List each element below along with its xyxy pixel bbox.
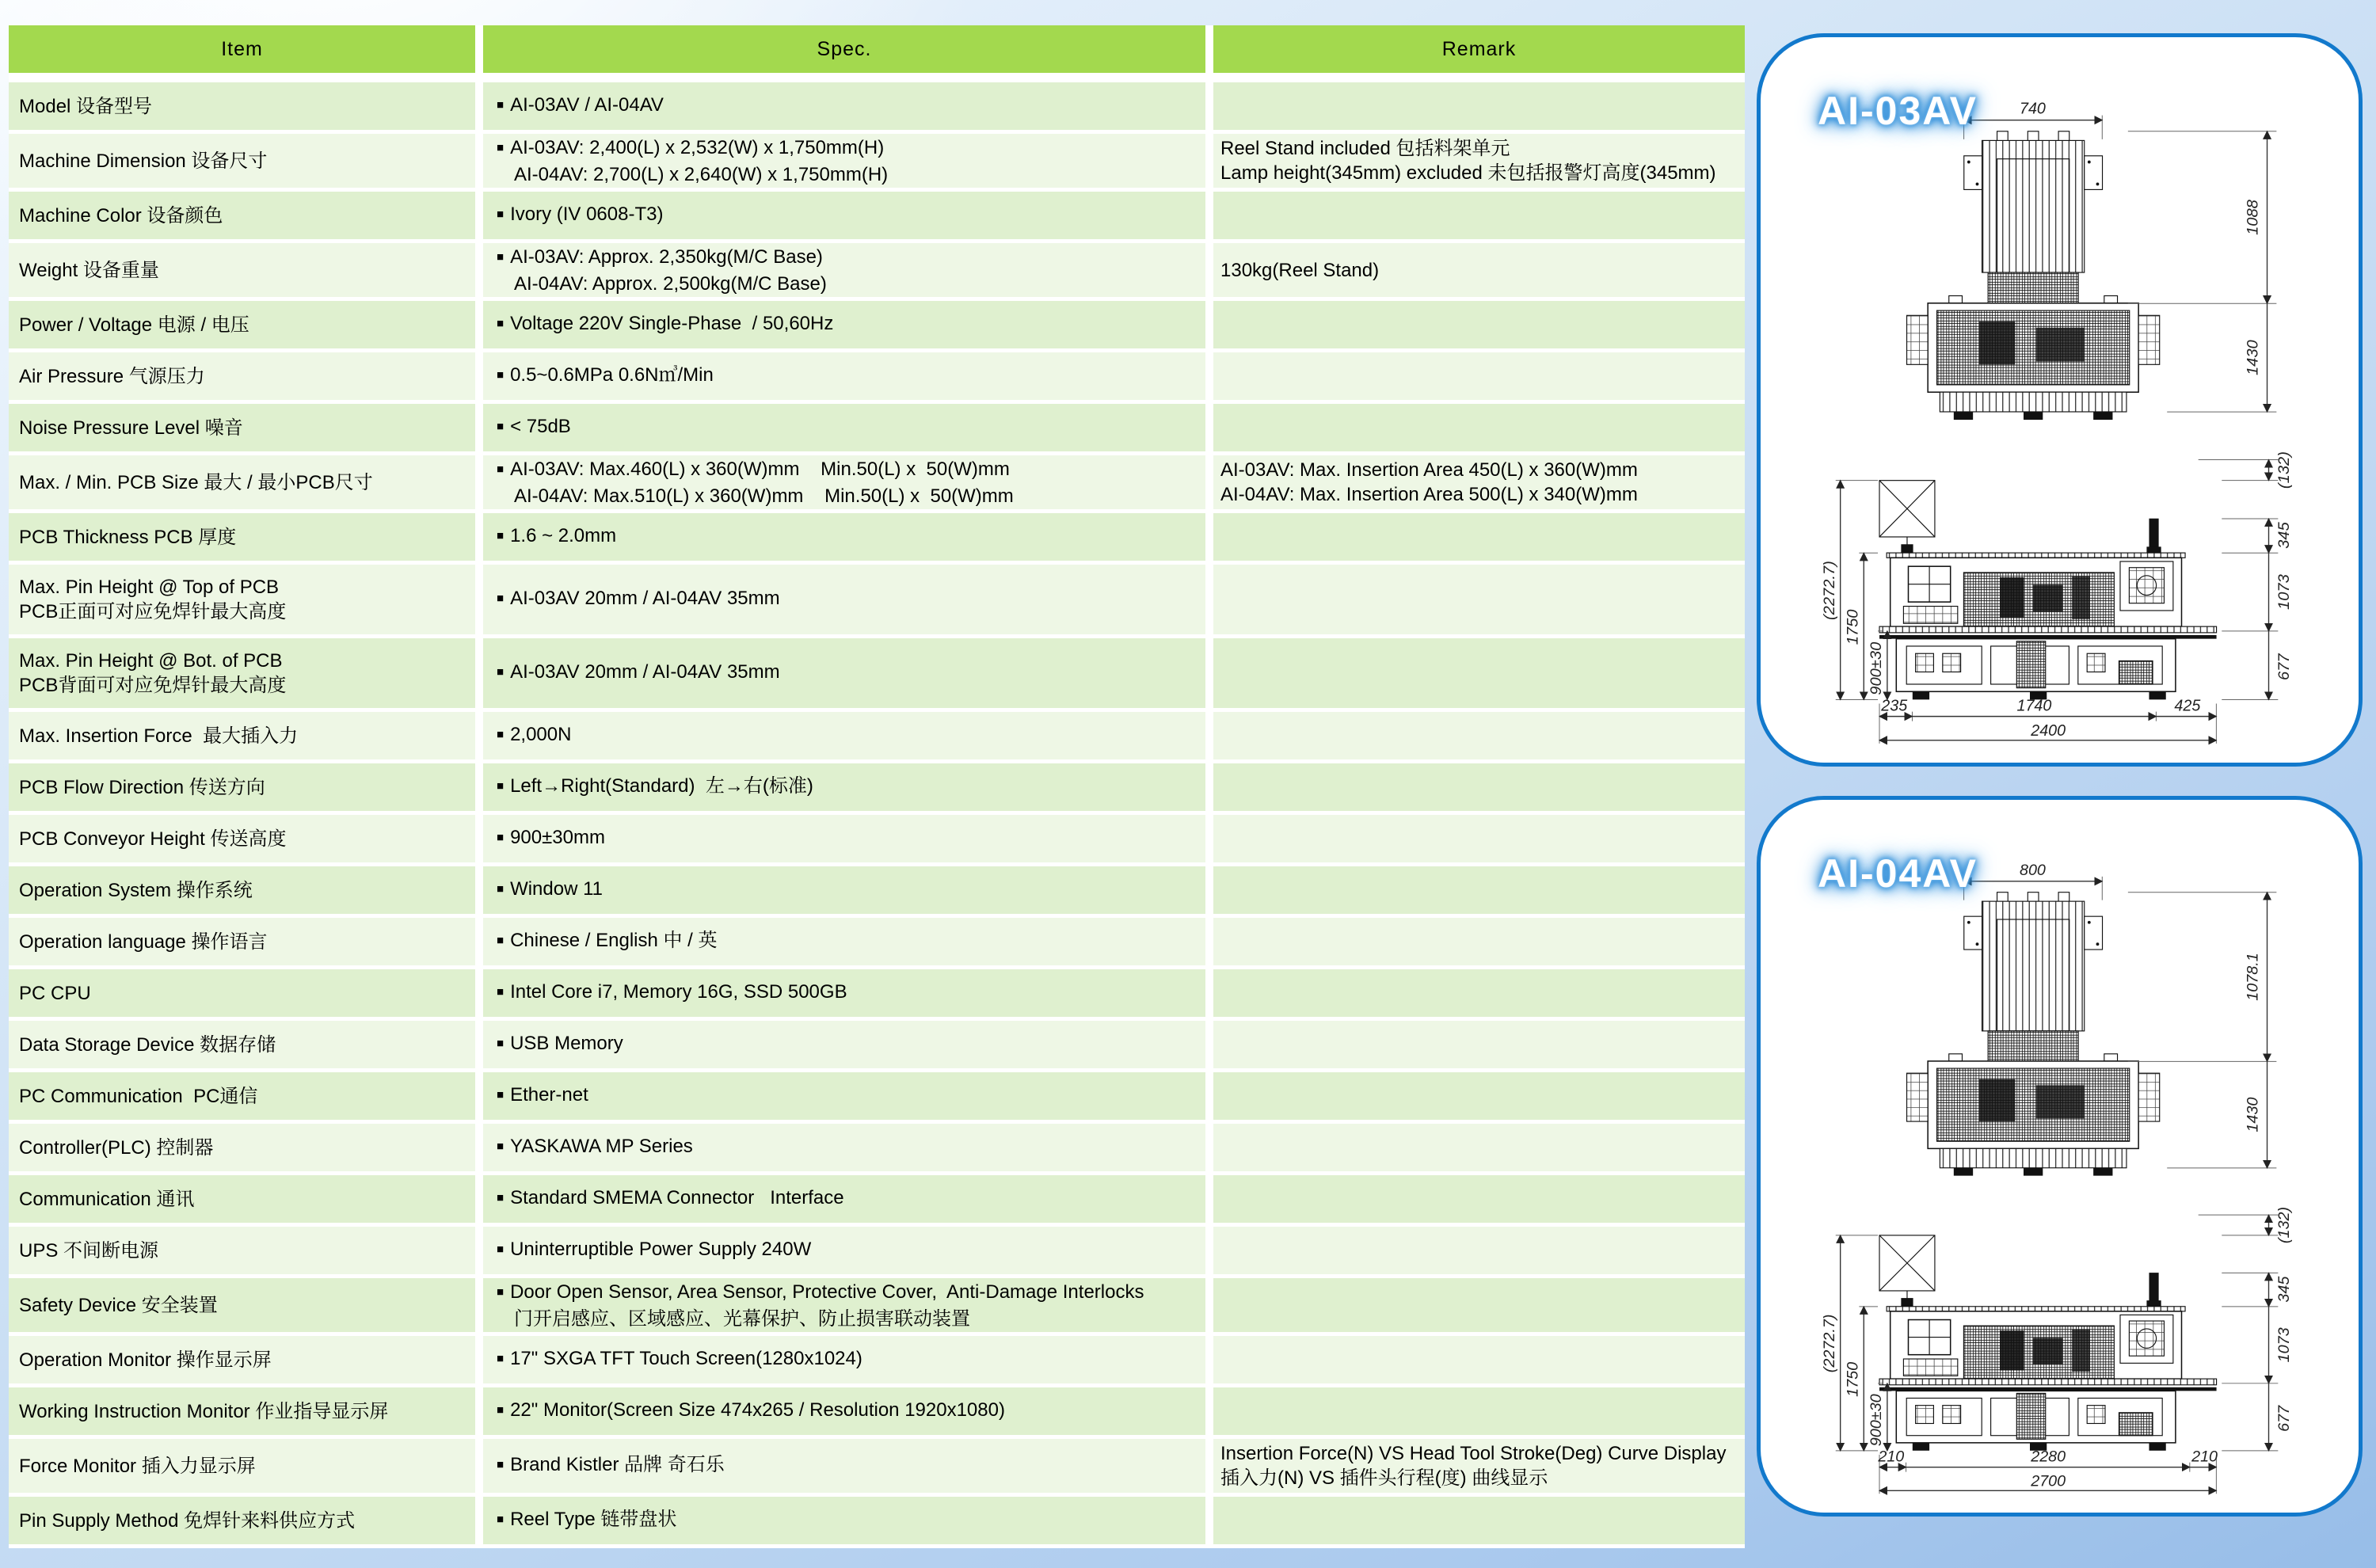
spec-text: Left→Right(Standard) 左→右(标准) — [510, 775, 813, 797]
spec-text: Door Open Sensor, Area Sensor, Protective Cover, Anti-Damage Interlocks — [510, 1281, 1144, 1303]
table-row — [9, 1072, 1745, 1120]
remark-text: 130kg(Reel Stand) — [1220, 259, 1380, 281]
spec-text: 门开启感应、区域感应、光幕保护、防止损害联动装置 — [514, 1307, 970, 1330]
remark-cell — [1213, 352, 1745, 400]
table-row — [9, 513, 1745, 561]
spec-text: AI-03AV 20mm / AI-04AV 35mm — [510, 588, 780, 609]
dimension-label: 210 — [2191, 1448, 2218, 1466]
table-row — [9, 352, 1745, 400]
remark-cell — [1213, 404, 1745, 451]
table-row — [9, 404, 1745, 451]
spec-cell — [483, 134, 1205, 188]
item-cell — [9, 565, 475, 634]
table-row — [9, 455, 1745, 509]
item-text: Air Pressure 气源压力 — [19, 365, 205, 387]
spec-cell — [483, 1175, 1205, 1223]
item-text: Machine Color 设备颜色 — [19, 204, 223, 226]
remark-cell — [1213, 1124, 1745, 1171]
spec-text: 22" Monitor(Screen Size 474x265 / Resolution 1920x1080) — [510, 1399, 1005, 1421]
spec-text: AI-03AV 20mm / AI-04AV 35mm — [510, 661, 780, 683]
spec-text: Brand Kistler 品牌 奇石乐 — [510, 1454, 725, 1475]
table-row — [9, 866, 1745, 914]
remark-cell — [1213, 712, 1745, 759]
spec-text — [497, 722, 1196, 749]
dimension-label: 677 — [2275, 653, 2294, 680]
spec-text: AI-04AV: Approx. 2,500kg(M/C Base) — [514, 272, 827, 295]
table-row — [9, 1227, 1745, 1274]
remark-cell — [1213, 1387, 1745, 1435]
dimension-label: 1740 — [2016, 697, 2052, 715]
item-text: Communication 通讯 — [19, 1188, 195, 1210]
spec-text — [497, 523, 1196, 550]
bullet-icon: ■ — [497, 1243, 505, 1256]
item-cell — [9, 1072, 475, 1120]
item-cell — [9, 243, 475, 297]
dimension-label: 800 — [2019, 861, 2046, 879]
dimension-label: 2280 — [2031, 1448, 2066, 1466]
spec-cell — [483, 1124, 1205, 1171]
item-text: PCB Flow Direction 传送方向 — [19, 776, 265, 798]
spec-text: Window 11 — [510, 878, 604, 900]
spec-cell — [483, 243, 1205, 297]
dimension-label: 1088 — [2244, 200, 2262, 235]
bullet-icon: ■ — [497, 985, 505, 999]
item-cell — [9, 513, 475, 561]
remark-cell — [1213, 1439, 1745, 1493]
header-spec: Spec. — [483, 25, 1205, 73]
spec-text — [497, 980, 1196, 1007]
bullet-icon: ■ — [497, 1403, 505, 1417]
remark-text: Insertion Force(N) VS Head Tool Stroke(Deg) Curve Display — [1220, 1443, 1727, 1464]
spec-text — [497, 1134, 1196, 1161]
item-text: Max. Pin Height @ Bot. of PCB — [19, 650, 283, 672]
item-text: Force Monitor 插入力显示屏 — [19, 1455, 256, 1477]
bullet-icon: ■ — [497, 1352, 505, 1365]
item-cell — [9, 866, 475, 914]
item-text: PC CPU — [19, 982, 91, 1004]
item-text: Controller(PLC) 控制器 — [19, 1136, 214, 1159]
table-row — [9, 638, 1745, 708]
item-cell — [9, 1175, 475, 1223]
dimension-label: 235 — [1881, 697, 1908, 715]
remark-text: AI-03AV: Max. Insertion Area 450(L) x 360(W)mm — [1220, 459, 1638, 481]
spec-cell — [483, 1278, 1205, 1332]
dimension-label: 345 — [2275, 1276, 2294, 1303]
item-cell — [9, 352, 475, 400]
spec-cell — [483, 638, 1205, 708]
bullet-icon: ■ — [497, 207, 505, 221]
item-text: PCB Conveyor Height 传送高度 — [19, 828, 287, 850]
item-text: Operation System 操作系统 — [19, 879, 253, 901]
spec-text: 900±30mm — [510, 827, 605, 848]
model-label-ai-04av: AI-04AV — [1818, 851, 1978, 896]
table-row — [9, 763, 1745, 811]
spec-text: Ether-net — [510, 1084, 588, 1106]
spec-text — [497, 414, 1196, 441]
item-cell — [9, 1227, 475, 1274]
dimension-label: 345 — [2275, 522, 2294, 549]
item-cell — [9, 134, 475, 188]
spec-text: AI-03AV / AI-04AV — [510, 94, 664, 116]
dimension-label: 1750 — [1844, 609, 1862, 645]
item-text: Max. / Min. PCB Size 最大 / 最小PCB尺寸 — [19, 471, 373, 493]
remark-text: AI-04AV: Max. Insertion Area 500(L) x 340(W)mm — [1220, 484, 1638, 505]
item-cell — [9, 82, 475, 130]
header-item: Item — [9, 25, 475, 73]
item-cell — [9, 1439, 475, 1493]
dimension-label: 2400 — [2031, 721, 2066, 740]
item-cell — [9, 455, 475, 509]
spec-cell — [483, 763, 1205, 811]
remark-cell — [1213, 1021, 1745, 1068]
dimension-label: 1750 — [1844, 1361, 1862, 1397]
bullet-icon: ■ — [497, 1037, 505, 1050]
item-text: UPS 不间断电源 — [19, 1239, 159, 1262]
bullet-icon: ■ — [497, 882, 505, 896]
table-row — [9, 1124, 1745, 1171]
spec-text — [497, 877, 1196, 904]
item-cell — [9, 712, 475, 759]
dimension-label: (2272.7) — [1820, 1314, 1838, 1373]
item-cell — [9, 815, 475, 862]
ai-04av-technical-drawing — [1761, 800, 2359, 1513]
table-row — [9, 969, 1745, 1017]
table-row — [9, 134, 1745, 188]
remark-cell — [1213, 192, 1745, 239]
spec-cell — [483, 1387, 1205, 1435]
bullet-icon: ■ — [497, 368, 505, 382]
bullet-icon: ■ — [497, 462, 505, 476]
item-text: Machine Dimension 设备尺寸 — [19, 150, 268, 172]
spec-text — [497, 1031, 1196, 1058]
dimension-label: (132) — [2275, 451, 2294, 489]
spec-cell — [483, 1497, 1205, 1544]
dimension-label: 2700 — [2031, 1472, 2066, 1490]
item-cell — [9, 1021, 475, 1068]
spec-cell — [483, 1021, 1205, 1068]
dimension-label: (132) — [2275, 1206, 2294, 1244]
spec-text: Voltage 220V Single-Phase / 50,60Hz — [510, 313, 834, 334]
item-text: PCB Thickness PCB 厚度 — [19, 526, 237, 548]
spec-cell — [483, 1227, 1205, 1274]
table-row — [9, 712, 1745, 759]
item-text: Pin Supply Method 免焊针来料供应方式 — [19, 1509, 356, 1532]
bullet-icon: ■ — [497, 1458, 505, 1471]
spec-text — [497, 1452, 1196, 1479]
table-body — [9, 82, 1745, 1544]
item-text: PC Communication PC通信 — [19, 1085, 258, 1107]
spec-text — [497, 457, 1196, 484]
header-remark: Remark — [1213, 25, 1745, 73]
remark-cell — [1213, 638, 1745, 708]
table-row — [9, 565, 1745, 634]
item-text: Model 设备型号 — [19, 95, 153, 117]
bullet-icon: ■ — [497, 420, 505, 433]
bullet-icon: ■ — [497, 779, 505, 793]
remark-cell — [1213, 763, 1745, 811]
spec-text — [497, 1186, 1196, 1212]
item-text: Operation language 操作语言 — [19, 931, 268, 953]
spec-cell — [483, 969, 1205, 1017]
table-row — [9, 815, 1745, 862]
spec-cell — [483, 1439, 1205, 1493]
drawing-panel-ai-03av — [1757, 33, 2363, 767]
table-row — [9, 1439, 1745, 1493]
table-row — [9, 1021, 1745, 1068]
spec-text — [497, 311, 1196, 338]
item-text: Weight 设备重量 — [19, 259, 159, 281]
spec-text — [497, 1083, 1196, 1109]
bullet-icon: ■ — [497, 529, 505, 542]
dimension-label: 1073 — [2275, 1327, 2294, 1363]
table-row — [9, 1336, 1745, 1383]
spec-text: AI-04AV: 2,700(L) x 2,640(W) x 1,750mm(H) — [514, 163, 889, 185]
bullet-icon: ■ — [497, 1284, 505, 1299]
item-text: PCB正面可对应免焊针最大高度 — [19, 601, 287, 622]
spec-cell — [483, 82, 1205, 130]
spec-text — [497, 825, 1196, 852]
table-row — [9, 243, 1745, 297]
spec-text: Uninterruptible Power Supply 240W — [510, 1239, 812, 1260]
remark-cell — [1213, 455, 1745, 509]
dimension-label: 677 — [2275, 1405, 2294, 1432]
spec-cell — [483, 918, 1205, 965]
bullet-icon: ■ — [497, 728, 505, 741]
item-text: Max. Insertion Force 最大插入力 — [19, 725, 299, 747]
spec-text: AI-04AV: Max.510(L) x 360(W)mm Min.50(L) x 50(W)mm — [514, 485, 1014, 507]
bullet-icon: ■ — [497, 1088, 505, 1102]
item-cell — [9, 1124, 475, 1171]
table-row — [9, 301, 1745, 348]
spec-text: 0.5~0.6MPa 0.6N㎥/Min — [510, 364, 714, 386]
item-cell — [9, 763, 475, 811]
spec-cell — [483, 513, 1205, 561]
table-row — [9, 1497, 1745, 1544]
bullet-icon: ■ — [497, 1191, 505, 1205]
spec-cell — [483, 352, 1205, 400]
bullet-icon: ■ — [497, 831, 505, 844]
spec-cell — [483, 404, 1205, 451]
spec-cell — [483, 565, 1205, 634]
drawing-panel-ai-04av — [1757, 796, 2363, 1517]
spec-text — [497, 93, 1196, 120]
item-cell — [9, 301, 475, 348]
dimension-label: 1430 — [2244, 1097, 2262, 1132]
bullet-icon: ■ — [497, 249, 505, 264]
spec-text: 17" SXGA TFT Touch Screen(1280x1024) — [510, 1348, 862, 1369]
remark-cell — [1213, 866, 1745, 914]
spec-cell — [483, 455, 1205, 509]
item-cell — [9, 192, 475, 239]
item-cell — [9, 1497, 475, 1544]
spec-cell — [483, 815, 1205, 862]
spec-text — [497, 660, 1196, 687]
bullet-icon: ■ — [497, 317, 505, 330]
item-text: PCB背面可对应免焊针最大高度 — [19, 675, 287, 696]
remark-text: Reel Stand included 包括料架单元 — [1220, 138, 1510, 159]
spec-text — [497, 202, 1196, 229]
table-row — [9, 82, 1745, 130]
table-row — [9, 192, 1745, 239]
spec-text: < 75dB — [510, 416, 571, 437]
spec-cell — [483, 192, 1205, 239]
item-cell — [9, 1387, 475, 1435]
dimension-label: 900±30 — [1868, 641, 1885, 695]
spec-text — [497, 363, 1196, 390]
remark-cell — [1213, 1072, 1745, 1120]
dimension-label: 740 — [2019, 100, 2046, 118]
remark-cell — [1213, 1227, 1745, 1274]
remark-cell — [1213, 1497, 1745, 1544]
bullet-icon: ■ — [497, 665, 505, 679]
spec-cell — [483, 1072, 1205, 1120]
spec-text: AI-03AV: Max.460(L) x 360(W)mm Min.50(L) x 50(W)mm — [510, 458, 1010, 480]
spec-cell — [483, 866, 1205, 914]
spec-text — [497, 245, 1196, 272]
spec-text: AI-03AV: Approx. 2,350kg(M/C Base) — [510, 245, 823, 268]
spec-text: AI-03AV: 2,400(L) x 2,532(W) x 1,750mm(H) — [510, 136, 885, 158]
table-row — [9, 1387, 1745, 1435]
bullet-icon: ■ — [497, 98, 505, 112]
spec-text — [497, 1346, 1196, 1373]
dimension-label: 1073 — [2275, 574, 2294, 610]
dimension-label: 900±30 — [1868, 1394, 1885, 1447]
spec-text — [497, 1507, 1196, 1534]
remark-cell — [1213, 815, 1745, 862]
spec-text: 1.6 ~ 2.0mm — [510, 525, 617, 546]
table-header-row — [9, 25, 1745, 73]
dimension-label: 1078.1 — [2244, 953, 2262, 1001]
remark-cell — [1213, 243, 1745, 297]
remark-cell — [1213, 565, 1745, 634]
remark-cell — [1213, 1175, 1745, 1223]
item-cell — [9, 969, 475, 1017]
spec-table — [9, 25, 1745, 1548]
item-cell — [9, 638, 475, 708]
table-row — [9, 1175, 1745, 1223]
ai-03av-technical-drawing — [1761, 37, 2359, 763]
table-row — [9, 918, 1745, 965]
spec-text — [497, 928, 1196, 955]
spec-text: Reel Type 链带盘状 — [510, 1509, 677, 1530]
bullet-icon: ■ — [497, 1513, 505, 1526]
dimension-label: 425 — [2174, 697, 2201, 715]
item-text: Safety Device 安全装置 — [19, 1294, 218, 1316]
spec-text — [497, 774, 1196, 801]
spec-cell — [483, 301, 1205, 348]
model-label-ai-03av: AI-03AV — [1818, 89, 1978, 133]
spec-text: 2,000N — [510, 724, 572, 745]
item-text: Noise Pressure Level 噪音 — [19, 417, 243, 439]
item-text: Power / Voltage 电源 / 电压 — [19, 314, 249, 336]
item-text: Working Instruction Monitor 作业指导显示屏 — [19, 1400, 389, 1422]
spec-cell — [483, 712, 1205, 759]
remark-cell — [1213, 82, 1745, 130]
spec-text — [497, 1398, 1196, 1425]
remark-cell — [1213, 969, 1745, 1017]
item-text: Max. Pin Height @ Top of PCB — [19, 577, 280, 598]
item-cell — [9, 1278, 475, 1332]
item-cell — [9, 1336, 475, 1383]
remark-cell — [1213, 1278, 1745, 1332]
spec-text: Standard SMEMA Connector Interface — [510, 1187, 844, 1208]
spec-text: YASKAWA MP Series — [510, 1136, 693, 1157]
dimension-label: 1430 — [2244, 340, 2262, 376]
bullet-icon: ■ — [497, 934, 505, 947]
dimension-label: 210 — [1878, 1448, 1905, 1466]
bullet-icon: ■ — [497, 1140, 505, 1153]
item-text: Operation Monitor 操作显示屏 — [19, 1349, 272, 1371]
dimension-label: (2272.7) — [1820, 561, 1838, 621]
item-cell — [9, 404, 475, 451]
remark-cell — [1213, 301, 1745, 348]
spec-text: Ivory (IV 0608-T3) — [510, 204, 664, 225]
remark-cell — [1213, 918, 1745, 965]
remark-cell — [1213, 513, 1745, 561]
bullet-icon: ■ — [497, 592, 505, 605]
remark-text: 插入力(N) VS 插件头行程(度) 曲线显示 — [1220, 1467, 1548, 1489]
remark-cell — [1213, 1336, 1745, 1383]
spec-text — [497, 135, 1196, 162]
spec-text: Intel Core i7, Memory 16G, SSD 500GB — [510, 981, 847, 1003]
bullet-icon: ■ — [497, 140, 505, 154]
spec-text — [497, 1280, 1196, 1307]
item-text: Data Storage Device 数据存储 — [19, 1033, 276, 1056]
spec-text — [497, 586, 1196, 613]
spec-text: Chinese / English 中 / 英 — [510, 930, 718, 951]
remark-cell — [1213, 134, 1745, 188]
spec-text — [497, 1237, 1196, 1264]
table-row — [9, 1278, 1745, 1332]
item-cell — [9, 918, 475, 965]
spec-text: USB Memory — [510, 1033, 623, 1054]
spec-cell — [483, 1336, 1205, 1383]
remark-text: Lamp height(345mm) excluded 未包括报警灯高度(345mm) — [1220, 162, 1716, 184]
